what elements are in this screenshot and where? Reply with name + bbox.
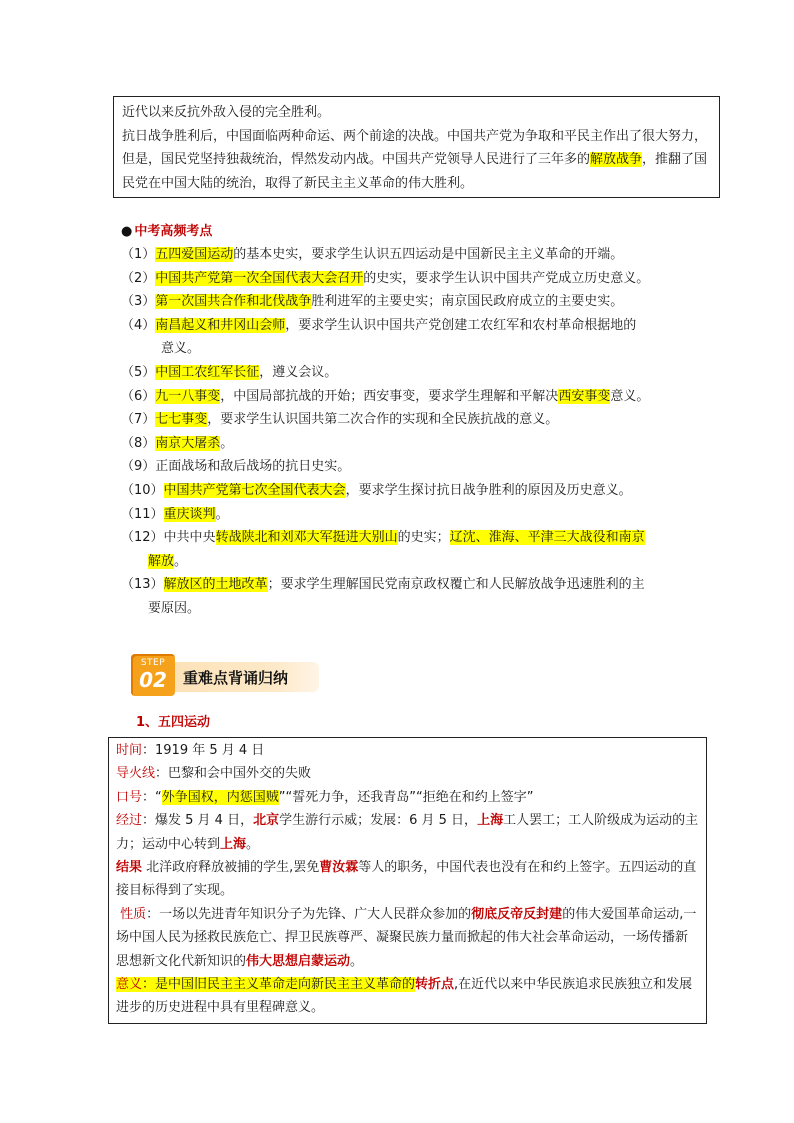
item-highlight: 五四爱国运动 (155, 247, 234, 262)
item-highlight: 解放 (148, 553, 175, 569)
meaning-highlight: ：是中国旧民主主义革命走向新民主主义革命的 (142, 977, 416, 993)
item-highlight: 南昌起义和井冈山会师 (155, 317, 286, 333)
item-text: 要原因。 (148, 600, 201, 616)
nature-emphasis: 彻底反帝反封建 (471, 906, 563, 922)
item-text: ；要求学生理解国民党南京政权覆亡和人民解放战争迅速胜利的主 (267, 577, 645, 593)
list-item (121, 314, 701, 338)
item-text: 。 (174, 553, 188, 569)
list-item (121, 455, 701, 479)
list-item (121, 243, 701, 267)
step-title: 重难点背诵归纳 (183, 669, 289, 687)
item-text: 。 (220, 435, 234, 451)
item-number: （2） (121, 270, 156, 286)
list-item-continuation (121, 337, 701, 361)
item-number: （13） (121, 577, 164, 593)
slogan-highlight: 外争国权，内惩国贼 (161, 789, 279, 805)
course-shanghai: 上海 (477, 813, 504, 829)
exam-section-title (121, 220, 212, 239)
course-label: 经过 (116, 813, 143, 829)
meaning-emphasis: 转折点 (415, 977, 455, 993)
item-number: （12） (121, 530, 164, 546)
nature-label: 性质 (120, 906, 147, 922)
item-highlight: 解放区的土地改革 (163, 577, 268, 593)
result-row (116, 856, 699, 903)
item-text: 。 (215, 506, 229, 522)
list-item (121, 526, 701, 550)
section-title: 1、五四运动 (136, 715, 211, 730)
meaning-text: ,在近代以来中华民族追求民族独立和发展进步的历史进程中具有里程碑意义。 (116, 977, 693, 1016)
item-text: 意义。 (610, 388, 650, 404)
item-highlight: 南京大屠杀 (155, 435, 221, 451)
fuse-label: 导火线 (116, 766, 156, 782)
item-text: 的基本史实，要求学生认识五四运动是中国新民主主义革命的开端。 (233, 247, 624, 262)
nature-emphasis: 伟大思想启蒙运动 (246, 953, 351, 969)
item-text: ，中国局部抗战的开始；西安事变，要求学生理解和平解决 (220, 388, 559, 404)
top-p2-text-b: ，推翻了国民党在中国大陆的统治，取得了新民主主义革命的伟大胜利。 (122, 152, 708, 191)
list-item-continuation (121, 550, 701, 574)
course-text: 学生游行示威；发展：6 月 5 日， (279, 813, 478, 829)
item-text: 的史实，要求学生认识中国共产党成立历史意义。 (363, 270, 650, 286)
nature-text: 的伟大爱国革命运动,一场中国人民为拯救民族危亡、捍卫民族尊严、凝聚民族力量而掀起的伟大社会革命运动，一场传播新思想新文化代新知识的 (116, 906, 697, 969)
item-highlight: 七七事变 (155, 412, 208, 428)
step-banner (131, 654, 321, 696)
result-label: 结果 (116, 860, 143, 876)
item-number: （7） (121, 412, 156, 428)
step-number: 02 (139, 668, 167, 692)
item-text: 的史实； (397, 530, 450, 546)
slogan-label: 口号 (116, 789, 143, 805)
item-number: （8） (121, 435, 156, 451)
item-text: 正面战场和敌后战场的抗日史实。 (155, 459, 351, 475)
item-highlight: 重庆谈判 (163, 506, 216, 522)
list-item-continuation (121, 597, 701, 621)
course-beijing: 北京 (253, 813, 280, 829)
course-text: ：爆发 5 月 4 日， (142, 813, 254, 829)
fuse-row (116, 762, 699, 785)
list-item (121, 361, 701, 385)
list-item (121, 479, 701, 503)
course-text: 工人罢工；工人阶级成为运动的主力；运动中心转到 (116, 813, 699, 852)
bullet-icon: ● (121, 224, 133, 239)
item-highlight: 中国工农红军长征 (155, 364, 260, 380)
item-highlight: 第一次国共合作和北伐战争 (155, 294, 312, 310)
step-badge (131, 654, 175, 696)
item-number: （3） (121, 294, 156, 310)
list-item (121, 290, 701, 314)
top-p2-text-a: 抗日战争胜利后，中国面临两种命运、两个前途的决战。中国共产党为争取和平民主作出了很大努力，但是，国民党坚持独裁统治，悍然发动内战。中国共产党领导人民进行了三年多的 (122, 128, 708, 167)
item-text: ，要求学生认识中国共产党创建工农红军和农村革命根据地的 (285, 317, 637, 333)
item-text: 中共中央 (163, 530, 216, 546)
result-text: 等人的职务，中国代表也没有在和约上签字。五四运动的直接目标得到了实现。 (116, 860, 697, 899)
exam-point-list (121, 243, 701, 621)
item-highlight: 九一八事变 (155, 388, 221, 404)
nature-text: ：一场以先进青年知识分子为先锋、广大人民群众参加的 (146, 906, 472, 922)
item-highlight: 中国共产党第七次全国代表大会 (163, 482, 346, 498)
course-shanghai: 上海 (220, 836, 247, 852)
step-word: STEP (140, 658, 166, 668)
meaning-row (116, 973, 699, 1020)
meaning-label: 意义 (116, 977, 143, 993)
result-text: 北洋政府释放被捕的学生,罢免 (142, 860, 320, 876)
item-number: （9） (121, 459, 156, 475)
item-text: ，要求学生探讨抗日战争胜利的原因及历史意义。 (345, 482, 632, 498)
time-row (116, 739, 699, 762)
course-row (116, 809, 699, 856)
list-item (121, 267, 701, 291)
item-highlight: 辽沈、淮海、平津三大战役和南京 (449, 530, 645, 546)
item-number: （4） (121, 317, 156, 333)
list-item (121, 432, 701, 456)
item-number: （11） (121, 506, 164, 522)
top-paragraph-2 (122, 125, 711, 196)
item-text: 意义。 (161, 341, 201, 357)
item-text: ，要求学生认识国共第二次合作的实现和全民族抗战的意义。 (207, 412, 559, 428)
list-item (121, 408, 701, 432)
course-text: 。 (246, 836, 260, 852)
may-fourth-box (108, 737, 707, 1024)
time-label: 时间 (116, 743, 143, 758)
item-number: （10） (121, 482, 164, 498)
top-line-1: 近代以来反抗外敌入侵的完全胜利。 (122, 105, 331, 120)
time-value: ：1919 年 5 月 4 日 (142, 743, 265, 758)
item-number: （5） (121, 364, 156, 380)
item-number: （1） (121, 247, 156, 262)
item-highlight: 转战陕北和刘邓大军挺进大别山 (215, 530, 398, 546)
list-item (121, 573, 701, 597)
item-text: ，遵义会议。 (259, 364, 338, 380)
top-p2-highlight: 解放战争 (590, 152, 643, 167)
top-text-box (113, 96, 720, 198)
nature-row (116, 903, 699, 973)
exam-title-text: 中考高频考点 (134, 224, 213, 239)
item-highlight: 中国共产党第一次全国代表大会召开 (155, 270, 364, 286)
slogan-text: ：“ (142, 789, 162, 805)
slogan-row (116, 786, 699, 809)
item-highlight: 西安事变 (558, 388, 611, 404)
slogan-text: ”“誓死力争，还我青岛”“拒绝在和约上签字” (278, 789, 534, 805)
nature-text: 。 (350, 953, 364, 969)
list-item (121, 385, 701, 409)
fuse-value: ：巴黎和会中国外交的失败 (155, 766, 312, 782)
result-name: 曹汝霖 (319, 860, 359, 876)
item-text: 胜利进军的主要史实；南京国民政府成立的主要史实。 (311, 294, 624, 310)
list-item (121, 503, 701, 527)
item-number: （6） (121, 388, 156, 404)
